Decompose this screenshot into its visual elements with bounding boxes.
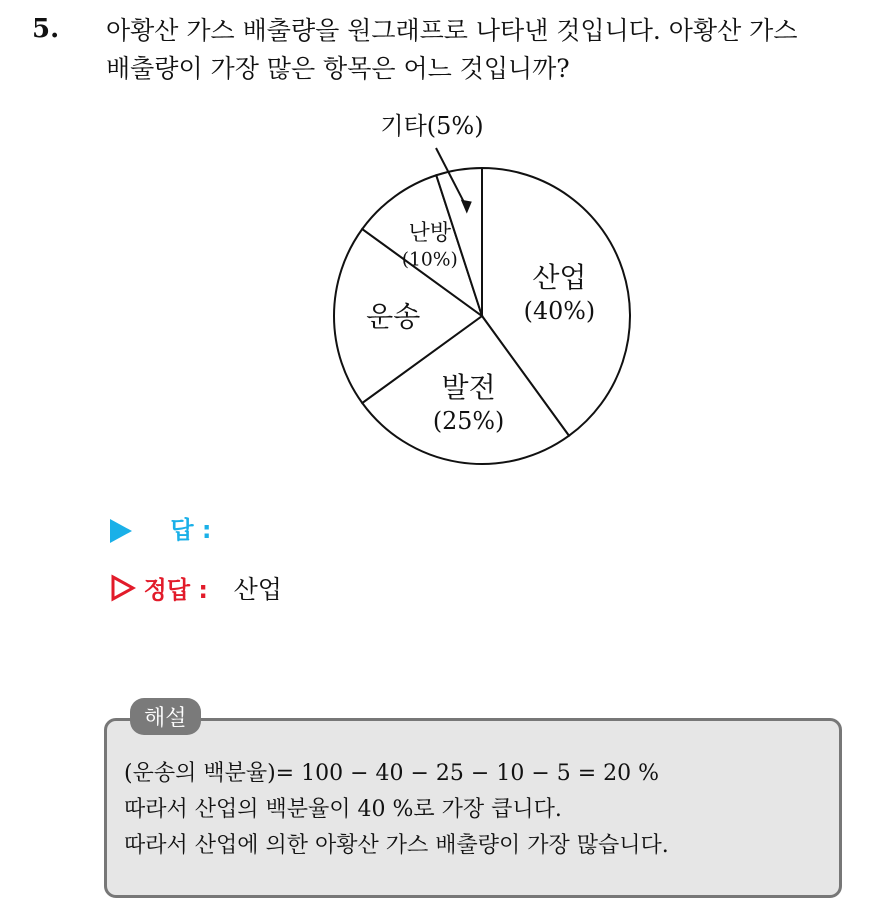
correct-answer-value: 산업 — [233, 575, 282, 604]
pie-label-4: 난방 (10%) — [401, 221, 458, 271]
question-text — [106, 12, 866, 88]
explanation-line-2: 따라서 산업의 백분율이 40 %로 가장 큽니다. — [124, 797, 562, 822]
correct-answer-row — [110, 570, 282, 608]
pie-chart — [300, 110, 660, 470]
question-number: 5. — [32, 14, 60, 44]
explanation-line-3: 따라서 산업에 의한 아황산 가스 배출량이 가장 많습니다. — [124, 833, 669, 858]
outline-arrow-icon — [110, 574, 136, 608]
pie-label-1: 산업 (40%) — [523, 260, 596, 326]
explanation-line-1: (운송의 백분율)= 100 − 40 − 25 − 10 − 5 = 20 % — [124, 761, 660, 786]
question-line-2: 배출량이 가장 많은 항목은 어느 것입니까? — [106, 54, 570, 83]
explanation-text — [124, 756, 669, 864]
answer-label: 답 : — [170, 516, 212, 544]
play-arrow-icon — [110, 519, 132, 543]
explanation-tag: 해설 — [130, 698, 201, 735]
question-line-1: 아황산 가스 배출량을 원그래프로 나타낸 것입니다. 아황산 가스 — [106, 16, 798, 45]
pie-label-5: 기타(5%) — [380, 112, 484, 140]
answer-row — [110, 510, 212, 545]
correct-answer-label: 정답 : — [143, 576, 208, 604]
pie-label-2: 발전 (25%) — [432, 370, 505, 435]
pie-label-3: 운송 — [366, 299, 421, 333]
